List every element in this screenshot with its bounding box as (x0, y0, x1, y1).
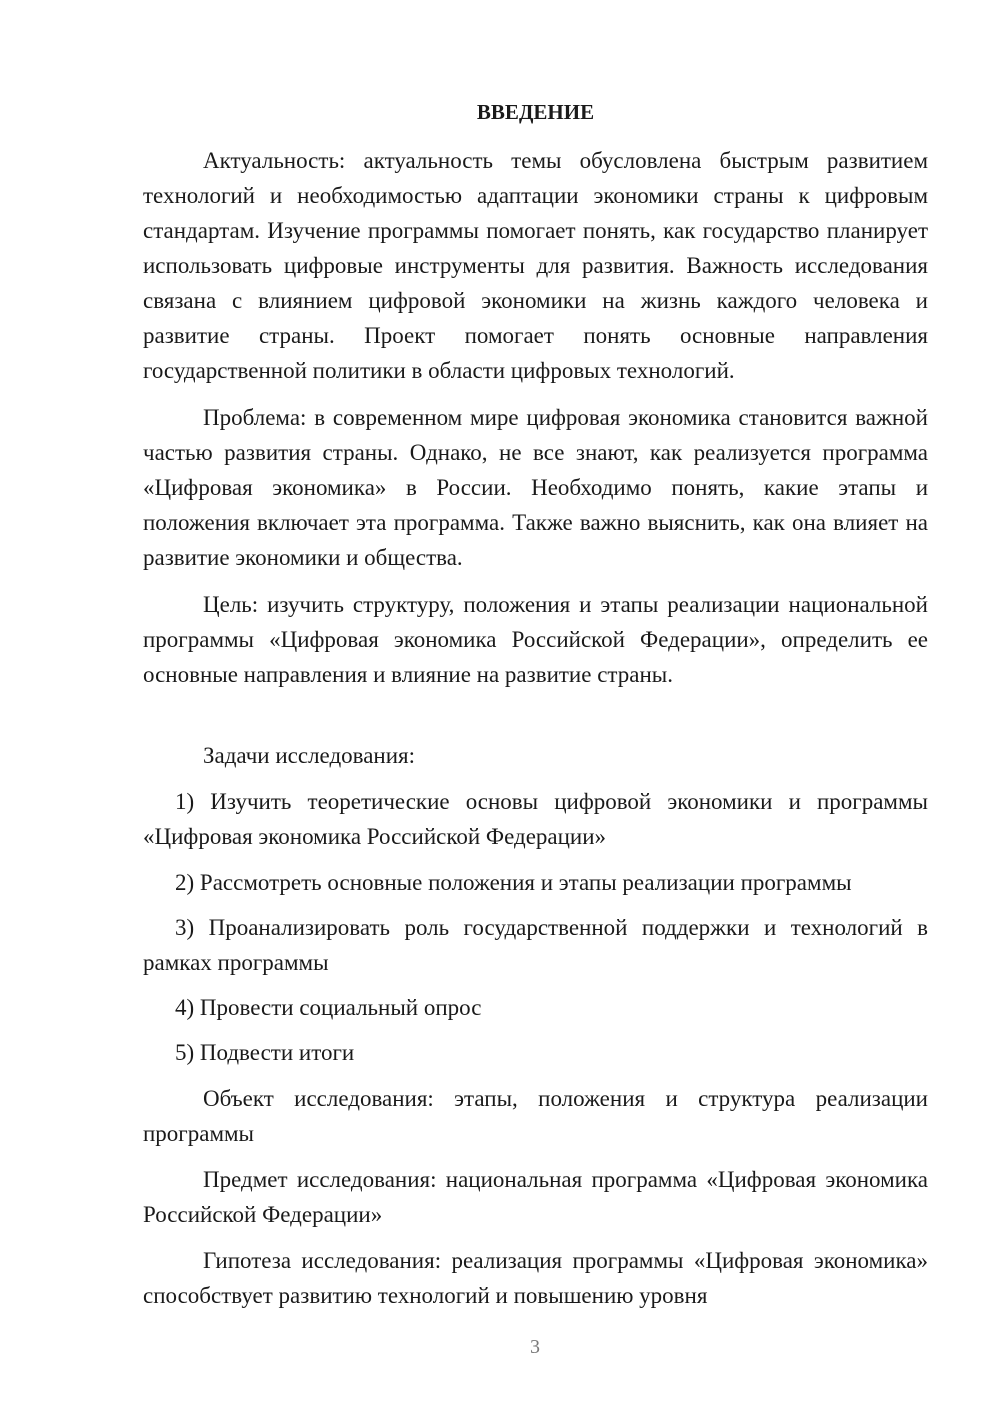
section-title: ВВЕДЕНИЕ (476, 100, 595, 124)
paragraph-problem: Проблема: в современном мире цифровая экономика становится важной частью развития страны. Однако, не все знают, как реализуется программа «Цифровая экономика» в России. Необходимо понять, какие этапы и положения включает эта программа. Также важно выяснить, как она влияет на развитие экономики и общества. (143, 405, 928, 570)
task-item-2: 2) Рассмотреть основные положения и этапы реализации программы (175, 870, 852, 895)
page-number: 3 (530, 1336, 540, 1358)
paragraph-relevance: Актуальность: актуальность темы обусловлена быстрым развитием технологий и необходимостью адаптации экономики страны к цифровым стандартам. Изучение программы помогает понять, как государство планирует использовать цифровые инструменты для развития. Важность исследования связана с влиянием цифровой экономики на жизнь каждого человека и развитие страны. Проект помогает понять основные направления государственной политики в области цифровых технологий. (143, 148, 928, 383)
paragraph-object: Объект исследования: этапы, положения и структура реализации программы (143, 1086, 928, 1146)
paragraph-tasks-heading: Задачи исследования: (203, 743, 416, 768)
paragraph-goal: Цель: изучить структуру, положения и этапы реализации национальной программы «Цифровая экономика Российской Федерации», определить ее основные направления и влияние на развитие страны. (143, 592, 928, 687)
paragraph-hypothesis: Гипотеза исследования: реализация программы «Цифровая экономика» способствует развитию технологий и повышению уровня (143, 1248, 928, 1308)
task-item-4: 4) Провести социальный опрос (175, 995, 482, 1020)
task-item-5: 5) Подвести итоги (175, 1040, 355, 1065)
task-item-3: 3) Проанализировать роль государственной поддержки и технологий в рамках программы (143, 915, 928, 975)
task-item-1: 1) Изучить теоретические основы цифровой экономики и программы «Цифровая экономика Российской Федерации» (143, 789, 928, 849)
paragraph-subject: Предмет исследования: национальная программа «Цифровая экономика Российской Федерации» (143, 1167, 928, 1227)
